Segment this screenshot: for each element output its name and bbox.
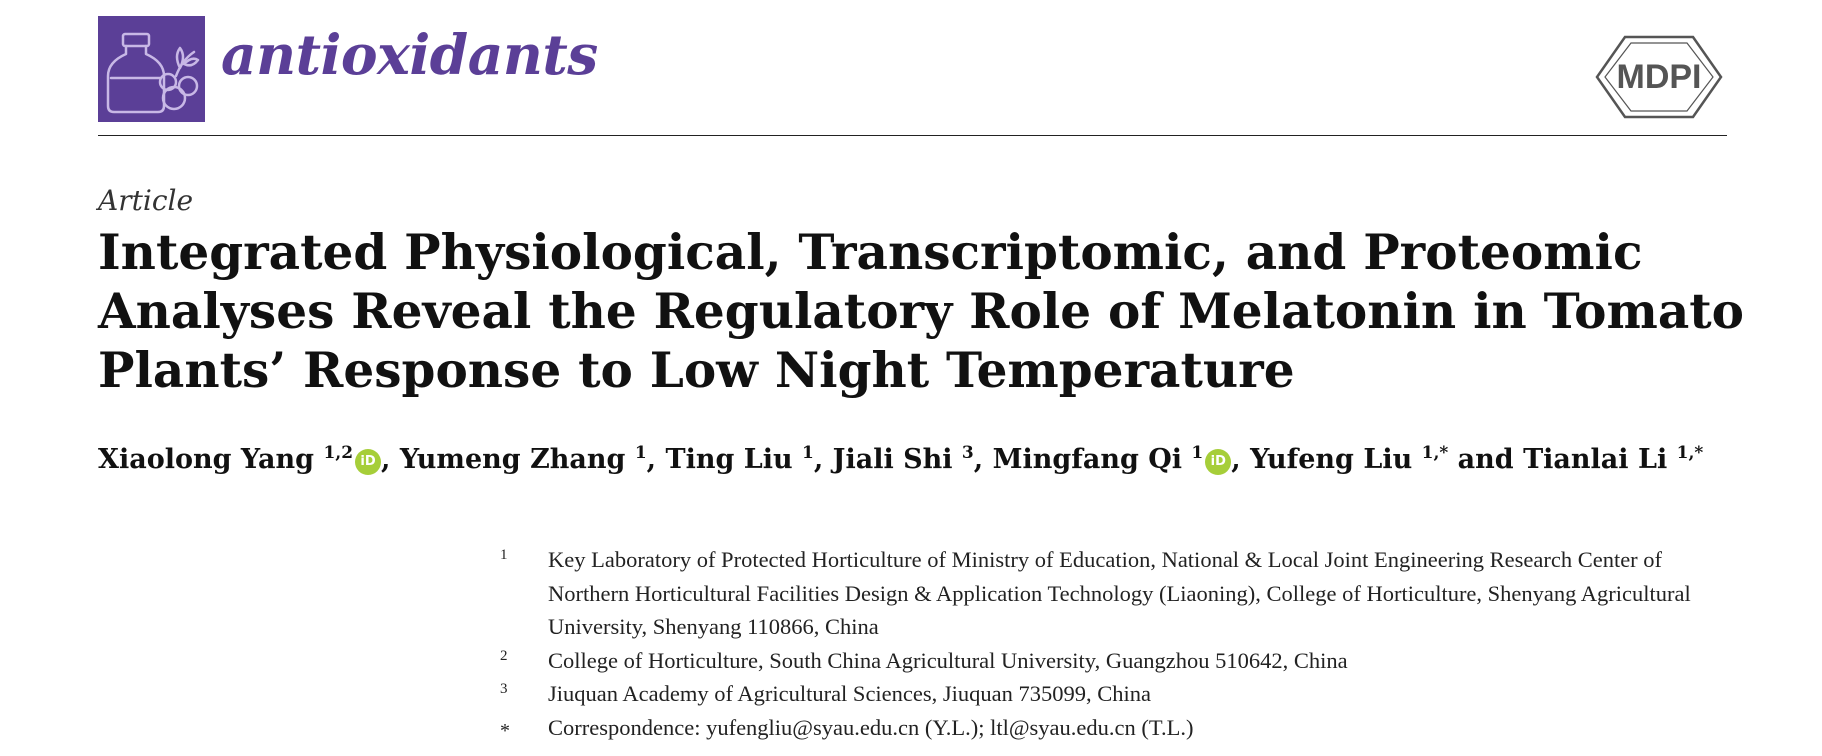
article-type: Article: [98, 184, 194, 217]
author: [1523, 444, 1703, 475]
author-name: Tianlai Li: [1523, 444, 1677, 475]
author-separator: ,: [973, 444, 993, 475]
author: [833, 444, 993, 475]
author-affiliation-marker: 1,*: [1421, 443, 1449, 463]
author-separator: ,: [381, 444, 400, 475]
author: [665, 444, 832, 475]
author-name: Yufeng Liu: [1250, 444, 1422, 475]
author-separator: ,: [1231, 444, 1251, 475]
author-name: Jiali Shi: [832, 444, 962, 475]
affiliation-marker: 2: [500, 647, 508, 664]
author-affiliation-marker: 3: [961, 443, 974, 463]
author: [400, 444, 666, 475]
author-affiliation-marker: 1,2: [323, 443, 354, 463]
orcid-icon[interactable]: iD: [355, 449, 381, 475]
orcid-icon[interactable]: iD: [1205, 449, 1231, 475]
journal-logo-icon: [98, 16, 205, 122]
author-separator: and: [1448, 444, 1524, 475]
affiliation-item: [500, 711, 1700, 745]
affiliation-marker: 3: [500, 681, 508, 697]
journal-name: antioxidants: [221, 22, 598, 87]
publisher-name: MDPI: [1616, 58, 1702, 96]
author-separator: ,: [813, 444, 833, 475]
author-affiliation-marker: 1: [802, 443, 814, 463]
article-title: Integrated Physiological, Transcriptomic, and Proteomic Analyses Reveal the Regulatory Role of Melatonin in Tomato Plants’ Response to Low Night Temperature: [98, 224, 1745, 399]
author-affiliation-marker: 1: [634, 443, 647, 463]
affiliation-text: College of Horticulture, South China Agricultural University, Guangzhou 510642, China: [548, 647, 1348, 673]
author-list: [98, 440, 1703, 480]
bottle-and-berries-icon: [98, 16, 205, 122]
author: [1250, 444, 1523, 475]
affiliation-marker: 1: [500, 547, 508, 563]
author-name: Ting Liu: [665, 444, 803, 475]
affiliation-list: [500, 543, 1700, 744]
author-separator: ,: [646, 444, 666, 475]
author-name: Yumeng Zhang: [399, 444, 635, 475]
affiliation-item: [500, 543, 1700, 644]
affiliation-marker: *: [500, 719, 510, 742]
author: [98, 444, 400, 475]
header-divider: [98, 135, 1727, 136]
affiliation-item: [500, 677, 1700, 711]
publisher-logo: [1593, 33, 1725, 125]
author-name: Mingfang Qi: [992, 444, 1192, 475]
affiliation-text: Jiuquan Academy of Agricultural Sciences, Jiuquan 735099, China: [548, 681, 1152, 706]
author: [993, 444, 1251, 475]
author-name: Xiaolong Yang: [98, 444, 324, 475]
author-affiliation-marker: 1,*: [1676, 443, 1704, 463]
author-affiliation-marker: 1: [1191, 443, 1204, 463]
affiliation-item: [500, 644, 1700, 678]
affiliation-text: Key Laboratory of Protected Horticulture of Ministry of Education, National & Local Joint Engineering Research Center of Northern Horticultural Facilities Design & Application Technology (Liaoning), College of Horticulture, Shenyang Agricultural University, Shenyang 110866, China: [548, 547, 1691, 639]
affiliation-text: Correspondence: yufengliu@syau.edu.cn (Y.L.); ltl@syau.edu.cn (T.L.): [548, 714, 1194, 740]
